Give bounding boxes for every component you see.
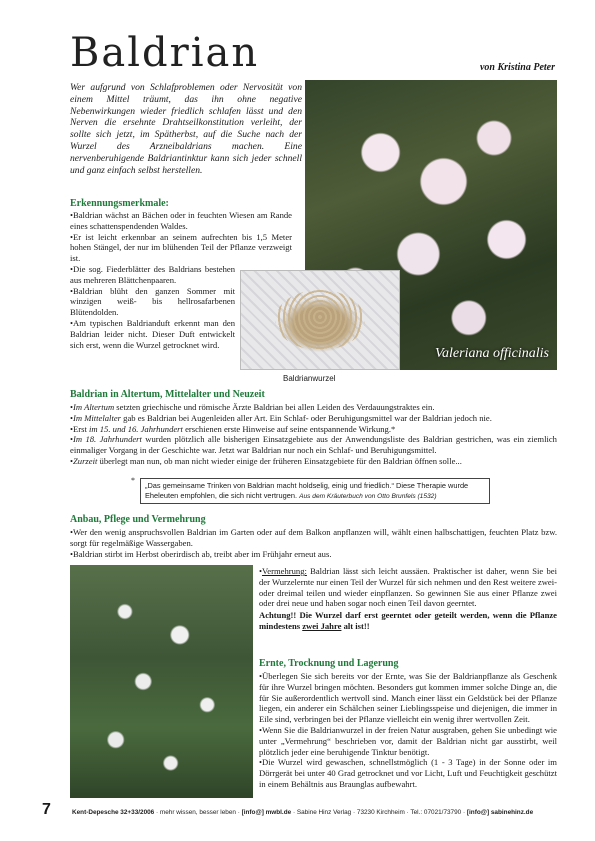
list-item: •Baldrian wächst an Bächen oder in feuchten Wiesen am Rande eines schattenspendenden Waldes. — [70, 210, 292, 231]
footer-link[interactable]: [info@] mwbl.de — [241, 809, 292, 816]
vermehrung-paragraph: •Vermehrung: Baldrian lässt sich leicht aussäen. Praktischer ist daher, wenn Sie bei der Wurzelernte nur einen Teil der Wurzel für sich nehmen und den Rest weitere zwei- oder dreimal teilen und wieder einpflanzen. So gewinnen Sie aus einer Pflanze zwei oder drei neue und haben sogar noch einen Teil davon geerntet. Achtung!! Die Wurzel darf erst geerntet oder geteilt werden, wenn die Pflanze mindestens zwei Jahre alt ist!! — [259, 566, 557, 631]
list-item: •Im Altertum setzten griechische und römische Ärzte Baldrian bei allen Leiden des Verdauungstraktes ein. — [70, 402, 435, 412]
section-ernte-body — [259, 671, 557, 790]
valerian-garden-photo — [70, 565, 253, 798]
author-byline: von Kristina Peter — [479, 62, 555, 73]
root-caption: Baldrianwurzel — [283, 374, 336, 383]
list-item: •Erst im 15. und 16. Jahrhundert erschienen erste Hinweise auf seine entspannende Wirkung.* — [70, 423, 396, 434]
page-number: 7 — [42, 801, 51, 818]
footer-link[interactable]: [info@] sabinehinz.de — [466, 809, 534, 816]
page-footer: Kent-Depesche 32+33/2006 · mehr wissen, besser leben · [info@] mwbl.de · Sabine Hinz Verlag · 73230 Kirchheim · Tel.: 07021/73790 · [info@] sabinehinz.de — [72, 809, 534, 816]
section-heading-ernte: Ernte, Trocknung und Lagerung — [259, 658, 399, 669]
list-item: •Wenn Sie die Baldrianwurzel in der freien Natur ausgraben, gehen Sie unbedingt wie unter „Vermehrung“ beschrieben vor, damit der Baldrian nicht gar ausstirbt, weil plötzlich jeder eine beruhigende Tinktur benötigt. — [259, 724, 557, 757]
list-item: •Baldrian blüht den ganzen Sommer mit winzigen weiß- bis hellrosafarbenen Blütendolden. — [70, 285, 235, 318]
photo-caption: Valeriana officinalis — [435, 346, 549, 361]
list-item: •Überlegen Sie sich bereits vor der Ernte, was Sie der Baldrianpflanze als Geschenk für ihre Wurzel bringen möchten. Besonders gut kommen immer solche Dinge an, die für Sie außerordentlich wertvoll sind. Manch einer lässt ein Geldstück bei der Pflanze liegen, ein anderer ein Schälchen seiner Lieblingsspeise und diejenigen, die immer in Eile sind, verbringen bei der Pflanze vielleicht ein wenig ihrer wertvollen Zeit. — [259, 671, 557, 725]
intro-paragraph: Wer aufgrund von Schlafproblemen oder Nervosität von einem Mittel träumt, das ihn ohne negative Nebenwirkungen wieder friedlich schlafen lässt und den Nerven die ersehnte Drahtseilkonstitution verleiht, der sollte sich jetzt, im Spätherbst, auf die Suche nach der Wurzel des Arzneibaldrians machen. Eine nervenberuhigende Baldriantinktur kann sich jeder schnell und ganz einfach selbst herstellen. — [70, 82, 302, 176]
valerian-root-photo — [240, 270, 400, 370]
list-item: •Die sog. Fiederblätter des Baldrians bestehen aus mehreren Blättchenpaaren. — [70, 263, 235, 285]
list-item: •Am typischen Baldrianduft erkennt man den Baldrian leider nicht. Dieser Duft entwickelt sich erst, wenn die Wurzel getrocknet wird. — [70, 317, 235, 350]
list-item: •Zurzeit überlegt man nun, ob man nicht wieder einige der früheren Einsatzgebiete für den Baldrian öffnen solle... — [70, 455, 462, 466]
list-item: •Die Wurzel wird gewaschen, schnellstmöglich (1 - 3 Tage) in der Sonne oder im Dörrgerät bei unter 40 Grad getrocknet und vor Licht, Luft und Feuchtigkeit geschützt in einem Behältnis aus Braunglas aufbewahrt. — [259, 757, 557, 789]
warning-text: Achtung!! Die Wurzel darf erst geerntet oder geteilt werden, wenn die Pflanze mindestens zwei Jahre alt ist!! — [259, 610, 557, 631]
list-item: •Baldrian stirbt im Herbst oberirdisch ab, treibt aber im Frühjahr erneut aus. — [70, 548, 332, 559]
section-heading-anbau: Anbau, Pflege und Vermehrung — [70, 514, 206, 525]
list-item: •Im 18. Jahrhundert wurden plötzlich alle bisherigen Einsatzgebiete aus der Anwendungsliste des Baldrian gestrichen, was ein ziemlich einmaliger Vorgang in der Geschichte war. Jetzt war Baldrian nur noch ein Schlaf- und Beruhigungsmittel. — [70, 434, 557, 456]
page-title: Baldrian — [70, 30, 260, 76]
section-heading-erkennung: Erkennungsmerkmale: — [70, 198, 169, 209]
footnote-marker: * — [131, 476, 135, 485]
root-image — [275, 290, 365, 350]
quote-source: Aus dem Kräuterbuch von Otto Brunfels (1532) — [299, 493, 437, 500]
list-item: •Wer den wenig anspruchsvollen Baldrian im Garten oder auf dem Balkon anpflanzen will, wählt einen halbschattigen, feuchten Platz bzw. sorgt für regelmäßige Wassergaben. — [70, 527, 557, 548]
list-item: •Im Mittelalter gab es Baldrian bei Augenleiden aller Art. Ein Schlaf- oder Beruhigungsmittel war der Baldrian jedoch nie. — [70, 412, 492, 423]
section-anbau-body — [70, 527, 557, 559]
quote-box: „Das gemeinsame Trinken von Baldrian macht holdselig, einig und friedlich.“ Diese Therapie wurde Eheleuten empfohlen, die sich nicht vertrugen. Aus dem Kräuterbuch von Otto Brunfels (1532) — [140, 478, 490, 504]
section-history-body — [70, 402, 557, 467]
list-item: •Er ist leicht erkennbar an seinem aufrechten bis 1,5 Meter hohen Stängel, der nur im blühenden Teil der Pflanze verzweigt ist. — [70, 231, 292, 264]
section-heading-history: Baldrian in Altertum, Mittelalter und Neuzeit — [70, 389, 265, 400]
